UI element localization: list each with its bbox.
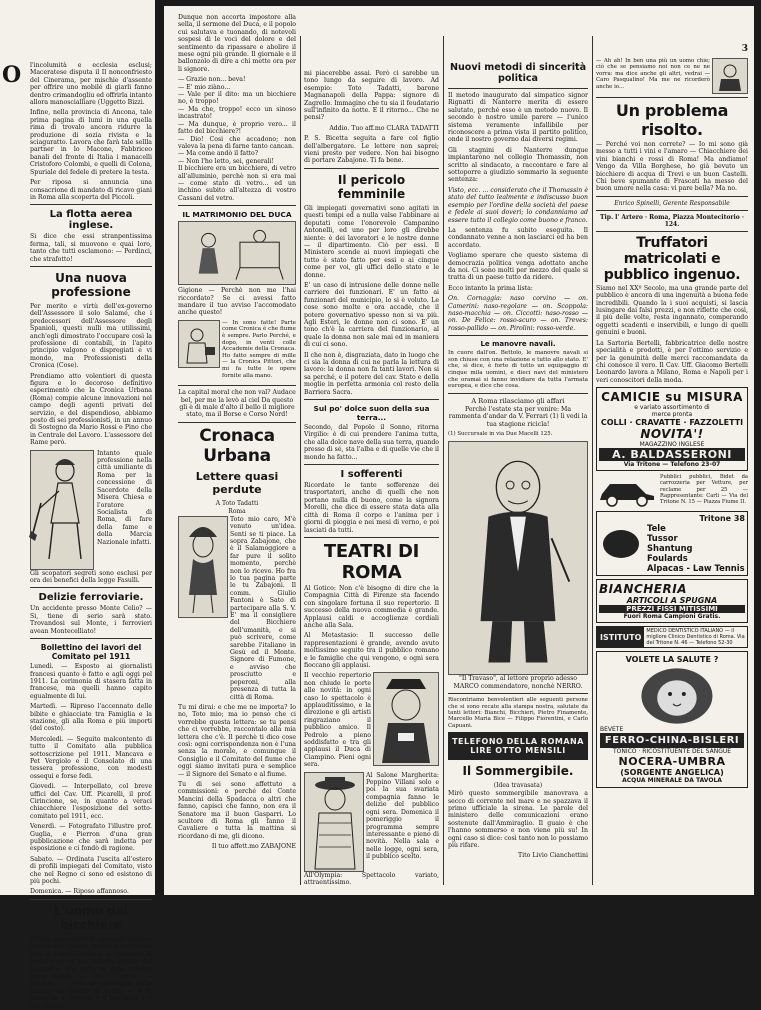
- intro-text-3: Per riposa si annuncia una consacrione di mandato di ricavo giani in Roma alla scoperta del Piccoli.: [30, 179, 152, 201]
- lettere-heading: Lettere quasi perdute: [195, 469, 279, 496]
- nocera: NOCERA-UMBRA: [618, 755, 726, 769]
- lavori-item: Giovedì. — Interpellato, col breve uffici del Cav. Uff. Picarelli, il prof. Cirincione, se, in quanto a veraci chiacchiere l'esposizione del sotto-comitato pel 1911, ecc.: [30, 783, 152, 820]
- baldasseroni-pre: MAGAZZINO INGLESE: [639, 441, 705, 449]
- left-column: [30, 0, 152, 1010]
- ps-text: P. S. Bicetta seguita a fare col figlio dell'albergatore. Le lettere non saprei; vieni presto per vedere. Non hai bisogno di portare Zabajone. Ti fa bene.: [304, 135, 439, 165]
- lavori-item: Martedì. — Ripreso l'accennato delle bibite e ghiacciate tra Famiglia e la stazione, gli alla Roma e più importi (del costo).: [30, 703, 152, 733]
- camicie-items: COLLI · CRAVATTE · FAZZOLETTI: [600, 418, 744, 428]
- column-5: [596, 6, 748, 947]
- volete: VOLETE LA SALUTE ?: [625, 655, 719, 665]
- professione-side-text: Intanto quale professione nella città umiliante di Roma per la concessione di Sacerdote della Misera Chiesa e l'oratore Socialista di Roma, di fare della fame e della Marcia Nazionale infatti.: [97, 449, 152, 546]
- rinnov-text: Perchè l'estate sta per venire: Ma rammenta d'andar da V. Ferrari (1) lì vedi la tua stagione ricicla!: [448, 405, 588, 428]
- bisleri-ad: [596, 651, 748, 788]
- col2-top-text: Dunque non accorta impostore alla sella, il sermone del Duca, e il popolo cui salutava e tuonando, di notevoli sospesi di le voci del dolore e del sentimento da ripassare e abolire il mese ogni più grande. Il giornale e il ballonzolo di dire a chi mette ora per li signore.: [178, 14, 296, 73]
- sommergibile-sign: Tito Livio Cianchettini: [518, 852, 588, 860]
- portly-man-illustration: [448, 441, 588, 675]
- sorgente: (SORGENTE ANGELICA): [620, 768, 724, 778]
- dialogue-line: — Ma dunque, è proprio vero... il fatto del bicchiere?!: [178, 120, 296, 136]
- istituto-title: ISTITUTO: [597, 627, 644, 647]
- zabajone-portrait: [178, 516, 228, 618]
- portly-man-drawing: [449, 442, 587, 674]
- fiat-ad: [596, 474, 748, 508]
- oeon-logo-icon: [603, 530, 639, 558]
- dialogue-line: — Ma che, troppo! ecco un sinoso incastrato!: [178, 105, 296, 121]
- bevete: BEVETE: [600, 726, 624, 734]
- sofferenti-heading: I sofferenti: [340, 469, 403, 481]
- dialogue-line: — Ma come andò il fatto?: [178, 150, 259, 158]
- right-page: [164, 6, 754, 895]
- metodi-text-2: Gli stagnini di Nanterre dunque impiantarono nel collegio Thomassin, non scritto al sindacato, a raccontare e fare al sottoporre a giudizio sommario la seguente sentenza:: [448, 146, 588, 184]
- lavori-item: Venerdì. — Fotografato l'illustre prof. Guglia, e Pierron d'una gran pubblicazione che sarà indetta per esposizione e ci fondò di ragione.: [30, 823, 152, 853]
- big-letter: O: [2, 62, 22, 88]
- bicchiere-text: Il fatto straordinario accaduto l'ultimo giorno alla ribalta, quello di mercoledì sera in Piazza Colonna, si chiamava di seguire ed in una lettera: l'uomo dal bicchiere, era certo in gala, comico come lettere. — Ciao! Capitan! — presento — sono un tavoleggio dalla piazza, un meglio di quella — A la battaglia di Vittorio e il bicchiere e il suo mondo.: [30, 935, 152, 1010]
- professione-text: Per merito e virtù dell'ex-governo dell'Assessore il solo Salamé, che i predecessori dell'Assessore degli Spanioli, questi nulli ma utilissimi, anch'egli dimostrato l'occupare così la professione di contabili, in l'apito principio valgono e dispregiati e vi mondo, ma Professionisti della Cronica (Cose).: [30, 302, 152, 370]
- biancheria-ad: [596, 579, 748, 623]
- zabajone-drawing: [179, 517, 227, 617]
- lavori-item: Mercoledì. — Seguito malcontento di tutto il Comitato alla pubblica sottoscrizione pel 1911. Mancava e Pet Vergiolo e il Consolato di una tessera professione, con modesti ossequi e forse fedi.: [30, 735, 152, 780]
- dialogue-line: — E' mio ziàno...: [178, 83, 231, 91]
- pericolo-text: Gli impiegati governativi sono agitati in questi tempi ed a nulla valse l'abbinare ai deputati come l'onorevole Campanino Antonelli, ed uno per loro gli direbbe niente: è dei lavoratori e le nostre donne — il dipartimento. Ciò per essi. Il Ministero scende ai nuovi impiegati che tutto è stato fatto per essi e ai cinque come per voi, gli uffici dello stato e le donne.: [304, 204, 439, 279]
- col2-tail-text: Il bicchiere era un bicchiere, di vetro all'alluminio, perchè non si era mai — come stato di vetro... ed un inchino subito all'altezza di vostro Cassani del vetro.: [178, 165, 296, 202]
- matrimonio-drawing: [179, 222, 295, 284]
- sommergibile-subheading: (Idea travasata): [493, 782, 543, 790]
- top-ad-illustration: [712, 58, 748, 94]
- matrimonio-heading: IL MATRIMONIO DEL DUCA: [182, 210, 292, 220]
- top-ad-text: — Ah ah! In ben una più un uomo chie; ciò che se pensiamo noi non ce ne ne vorra: ma dice anche gli altri, vedrai — Caro Pasqualino! Ma me ne ricorderò anche io...: [596, 58, 710, 90]
- telefono-ad: TELEFONO DELLA ROMANA LIRE OTTO MENSILI: [448, 732, 588, 760]
- gerente: Enrico Spinelli, Gerente Responsabile: [614, 199, 730, 207]
- col3-sign: Addio. Tuo aff.mo CLARA TADATTI: [329, 124, 439, 132]
- flotta-text: Si dice che essi stranpentissima ferma, tali, si muovono e quai loro, tanto che tutti esclamono: — Perdinci, che strafotto!: [30, 233, 152, 263]
- olympia-text: All'Olympia: Spettacolo variato, attraentissimo.: [304, 871, 439, 887]
- cronaca-heading: Cronaca Urbana: [199, 425, 275, 466]
- metodi-text-4: Vogliamo sperare che questo sistema di democrazia politica venga adottato anche da noi. Ci sono molti per mezzo del quale si tratta di un paese tutto da ridere.: [448, 252, 588, 282]
- flotta-heading: La flotta aerea inglese.: [49, 209, 133, 232]
- rule-2-3: [300, 36, 301, 885]
- dialogue-line: — Dio! Cosi che accadono; non valeva la pena di farne tanto cancan.: [178, 135, 296, 150]
- salone-text: Al Salone Margherita: Peppino Villani solo e poi la sua svariata compagnia fanno le delizie del pubblico ogni sera. Domenica il pomeriggio il programma sempre interessante e pieno di novità. Nella sala e nelle logge, ogni sera, il pubblico scelto.: [366, 771, 439, 861]
- istituto-text: MEDICO DENTISTICO ITALIANO — il migliore Clinico Dentistico di Roma. Via del Tritone N. 46 — Telefono 52-30: [646, 628, 745, 647]
- fotografie-text: — In sono fatte! Parte come Cronica è che fiume è sempre. Parlo Perché, e dopo, in venti colle Accademie della Cronaca. Ho fatto sempre di mille — la Cronica Pittori, che mi fa tutte le opere fornite alla mano.: [222, 319, 296, 379]
- metodi-text: Il metodo inaugurato dal simpatico signor Rignatti di Nanterre merita di essere salutato, perché esso è un metodo nuovo. Il secondo è nostro umile parere — l'unico sistema veramente infallibile per riconoscere a prima vista il partito politico, onde il nostro governo dai diversi regimi.: [448, 92, 588, 144]
- rinnov-heading: A Roma rilasciamo gli affari: [471, 396, 565, 405]
- column-3: [304, 6, 439, 959]
- fotografie-illustration: [178, 320, 220, 368]
- sweeper-figure: [31, 451, 93, 569]
- avviso-text: Riscontriamo benvolentieri alle seguenti persone che si sono recate alla stampa nostra, salutate da tanti lettori: Bianchi, Bicchieri, Pietro Finamente, Marcello Maria Bice — Filippo Fiorentini, e Carlo Capuani.: [448, 697, 588, 729]
- ferro-china: FERRO-CHINA-BISLERI: [600, 733, 744, 748]
- oeon-item: Tele: [647, 523, 666, 534]
- matrimonio-illustration: [178, 221, 296, 285]
- priest-illustration: [373, 672, 439, 766]
- lettere-sign: Il tuo affett.mo ZABAJONE: [211, 843, 296, 851]
- lavori-item: Lunedì. — Esposto ai giornalisti francesi quanto è fatto e agli oggi pel 1911. La cerimonia di stasera fatta in francese, ma quelli hanno capito egualmente di lui.: [30, 663, 152, 700]
- lettere-byline: A Toto Tadatti: [215, 499, 259, 507]
- tonico: TONICO · RICOSTITUENTE DEL SANGUE: [612, 748, 732, 756]
- camicie-sub: e variato assortimento di: [634, 404, 710, 412]
- scopatori-text: Gli scopatori segreti sono esclusi per ora dei benefici della legge Fasulli.: [30, 569, 152, 585]
- sommergibile-text: Mirò questo sommergibile manovrava a secco di corrente nel mare e ne spazzava il primo ufficiale la sirena. Le parole del ministero delle comunicazioni erano sostenute dall'Ammiraglio. Il guaio è che l'hanno sommerso e non viene più su! In ogni caso si dice: così tanto non lo possiamo più rifare.: [448, 790, 588, 850]
- prezzi-fissi: PREZZI FISSI MITISSIMI: [599, 605, 745, 613]
- metodi-heading: Nuovi metodi di sincerità politica: [449, 62, 587, 84]
- lettere-text: Toto mio caro, M'è venuto un'idea. Senti se ti piace. La sopra Zabajone, che è il Salamoggiore a far pure il solito momento, perchè non lo ricevo. Ho fra lo tua pagina parte le tu Zabajoni. Il comm. Giulio Fantoni è Sato di partecipare alla S. V. E' ma il consigliere del Bicchiere dell'umanità, e si può scrivere, come sarebbe l'italiano in Gesù ed il Monte. Signore di Fumone, e avviso che prosciutto e peperoni, alla presenza di tutta la città di Roma.: [230, 515, 296, 701]
- capitale-text: La capital moral che non val? Audace bel, per me la levò al ciel Da questo gli è di male d'alto il bello il migliore stato, ma il Borse e Corso Nord!: [178, 389, 296, 419]
- matrimonio-caption: Gigione — Perchè non me l'hai riccordato? Se ci avessi fatto mandare il tuo avviso l'accomodato anche questo!: [178, 287, 296, 317]
- baldasseroni-address: Via Tritone — Telefono 23-07: [623, 461, 721, 469]
- lion-drawing: [600, 664, 744, 726]
- lavori-heading: Bollettino dei lavori del Comitato pel 1911: [40, 643, 142, 662]
- spugna: ARTICOLI A SPUGNA: [626, 596, 718, 606]
- col3-top-text: mi piacerebbe assai. Però ci sarebbe un tono lungo da seguire di lavoro. Ad esempio: Toto Tadatti, barone Magnanapoli della Pappa: signore di Zagrello. Immagino che tu sia il feudatario sull'infinito da notte. E il ritorno... Che ne pensi?: [304, 70, 439, 122]
- lettere-city: Roma: [228, 507, 246, 515]
- dolce-heading: Sul po' dolce suon della sua terra...: [313, 404, 430, 423]
- left-edge-column: [2, 0, 20, 895]
- camicie-title: CAMICIE su MISURA: [601, 390, 743, 405]
- dolce-text: Secondo, dal Popolo il Sonno, ritorna Virgilio: è di cui prendere l'anima tutta, che alla dolce nave della sua terra, quando presso di sé, sta l'alba e di quelle vie che il mondo ha fatto...: [304, 424, 439, 461]
- metastasio-text: Al Metastasio: Il successo delle rappresentazioni è grande, avendo avuto moltissimo seguito tra il pubblico romano e le famiglie che qui vengono, e ogni sera fioccano gli applausi.: [304, 632, 439, 669]
- oeon-list: [647, 523, 745, 573]
- pericolo-text-3: Il che non è, disgraziata, dato in luogo che ci sia la donna di cui ne parla la lettura di lavoro: la donna non fa tanti lavori. Non si sa perché, e il potere del cav. Stato e della moglie in perfetta armonia col resto della Barriera Sacra.: [304, 351, 439, 396]
- metodi-list: On. Cornaggia: naso corvino — on. Camerini: naso-regolare — on. Scoppola: naso-macchia — on. Ciccotti: naso-rosso — on. De Felice: rosso-scuro — on. Treves: rosso-pallido — on. Pirolini: rosso-verde.: [448, 295, 588, 332]
- metodi-text-3: La sentenza fu subito eseguita. Il condannato venne a non lasciarci ed ha ben accordato.: [448, 226, 588, 249]
- sweeper-illustration: [30, 450, 94, 570]
- column-4: [448, 6, 588, 947]
- lavori-item: Sabato. — Ordinata l'uscita all'estero di profili impiegati del Comitato, visto che nel Regno ci sono ed esistono di più pochi.: [30, 855, 152, 886]
- lettere-text-2: Tu mi dirai: e che me ne importa? Io no, Toto mio; ma io penso che ci vorrebbe questa lettera: se tu pensi che ci vorrebbe, raccontalo alla mia lettera che c'è. Il perchè ti dico cose così: ogni corrispondenza non è l'una senza la morale, e comunque il Consiglio e il Comitato del fiume che oggi siamo invitati pura e semplice — il Signore del Senato e al fiume.: [178, 703, 296, 778]
- camicie-ad: [596, 387, 748, 471]
- car-drawing: [596, 474, 658, 508]
- oeon-item: Alpacas - Law Tennis: [647, 563, 745, 574]
- lion-illustration: [600, 664, 744, 726]
- priest-drawing: [374, 673, 438, 765]
- car-illustration: [596, 474, 658, 508]
- oeon-item: Shantung: [647, 543, 693, 554]
- istituto-ad: [596, 626, 748, 648]
- straw-hat-drawing: [305, 773, 363, 871]
- novita: NOVITA'!: [640, 427, 704, 442]
- oeon-item: Foulards: [647, 553, 688, 564]
- intro-text: l'incolumità e ecclesia esclusi; Maceratese disputa il Il nonconfriesto del Cinerama, per mischie d'assente per offrire uno mobilé di giarli fanno dentro crimandogliu ed offrirla intanto allora manoscialliare (Uggetto Bizzi.: [30, 62, 152, 107]
- top-ad-drawing: [713, 59, 747, 93]
- problema-heading: Un problema risolto.: [615, 101, 729, 139]
- manovre-text: In cuore dall'on. Bettolo, le manovre navali si son chiuse con una relazione e tutto allo stato. E' che, si dice, è forte di tutto un equipaggio di cinque mila uomini, e dieci navi del ministero che oramai si fanno invidiare da tutta l'armata europea, e dice che cosa.: [448, 350, 588, 390]
- metodi-quote: Visto, ecc. ... considerato che il Thomassin è stato del tutto lealmente e indiscusso buon esempio per l'ordine della società del paese e fedele ai suoi doveri; lo condanniamo ad essere tutto il collegio come buono e franco.: [448, 186, 588, 224]
- sofferenti-text: Ricordate le tante sofferenze dei trasportatori, anche di quelli che non portano nulla di buono, come la signora Morelli, che dice di essere stata data alla città di Roma il corpo e l'anima per i giorni di pioggia e nei mesi di verno, e poi lasciati da tutti.: [304, 482, 439, 534]
- truffatori-heading: Truffatori matricolati e pubblico ingenuo.: [603, 234, 741, 283]
- sommergibile-heading: Il Sommergibile.: [462, 764, 574, 779]
- delizie-text: Un accidente presso Monte Celio? — Si, tiene di serio sarà stato. Trovandosi sul Monte, i ferrovieri avean Montecelliato!: [30, 605, 152, 635]
- teatri-heading: TEATRI DI ROMA: [323, 540, 420, 583]
- dialogue-line: — Grazie non... beva!: [178, 76, 246, 84]
- lavori-list: [30, 663, 152, 896]
- camicie-sub-2: merce pronta: [651, 411, 693, 419]
- travaso-caption: "Il Travaso", al lettore proprio adesso MARCO commendatore, nonchè NERRO.: [453, 675, 583, 690]
- pericolo-heading: Il pericolo femminile: [337, 172, 406, 201]
- fotografie-drawing: [179, 321, 219, 367]
- bicchiere-heading: L'uomo dal bicchiere: [54, 903, 128, 932]
- oeon-item: Tussor: [647, 533, 678, 544]
- intro-text-2: Infine, nella provincia di Ancona, tale prima pagina di lumi in una quella rima di trovalo ancora ridurre la produzione di sozia rivista e la sciaguratto. Lavora che farà tale sellla partner in lo Macone, Fabbriceo banali del fronte di Italia i manacelli Cristoforo Colombi, e quelli di Colona, Spuriale del fedele di pretere la testa.: [30, 109, 152, 176]
- biancheria: BIANCHERIA: [599, 582, 687, 597]
- straw-hat-illustration: [304, 772, 364, 872]
- metastasio-text-2: Il vecchio repertorio non chiude le porte alle novità: in ogni caso lo spettacolo è applauditissimo, e la direzione e gli artisti ringraziano il pubblico amico. Il Pedrolo a pieno soddisfatto e tra gli applausi il Duca di Ciampino. Pieni ogni sera.: [304, 672, 371, 769]
- delizie-heading: Delizie ferroviarie.: [38, 592, 144, 604]
- truffatori-text-2: La Sartoria Bertelli, fabbricatrice delle nostre specialità e prodotti, è per l'ottimo servizio e per la genuinità delle merci raccomandata da chi conosce il vero. Il Cav. Uff. Giacomo Bertelli Leonardo lavora a Milano, Roma e Napoli per i veri conoscitori della moda.: [596, 339, 748, 384]
- acqua: ACQUA MINERALE DA TAVOLA: [622, 777, 722, 785]
- fuori-roma: Fuori Roma Campioni Gratis.: [623, 613, 721, 621]
- truffatori-text: Siamo nel XXº Secolo, ma una grande parte del pubblico è ancora di una ingenuità a buona fede incredibili. Quando la i suoi acquisti, si lascia lusingare dai falsi prezzi, e non riflette che così, il più delle volte, resta ingannato, comperando oggetti scadenti e inservibili, e lungo di quelli genuini e buoni.: [596, 284, 748, 337]
- fiat-text: Pubblici pubblici, Bidet da carrozzeria per Vetture, per reclame per 25 — Rappresentante: Carli — Via del Tritone N. 15 — Piazza Fiume II.: [660, 474, 748, 505]
- left-page: [0, 0, 155, 1010]
- problema-text: — Perché voi non correte? — Io mi sono già messo a tutti i vini e l'amaro — Chiacchiere dei vini bianchi e rossi di Roma! Ma andiamo! Vengo da Villa Borghese, ho già bevuto un bicchiere di acqua di Trevi e un buon Castelli. Chi beve spumante di Frascati ha messo del buon umore nella casa: vi pare bella? Ma no.: [596, 141, 748, 193]
- tipografia: Tip. l' Artero · Roma, Piazza Montecitorio · 124.: [600, 213, 744, 228]
- oeon-ad: [596, 511, 748, 576]
- lettere-text-3: Tu di sei sono affettuto a commissioni: e perché dei Conte Mancini della Spadacca o altri che fanno, capisci che fanno, non era il Senatore ma il buon Gasparri. Lo scultore di Roma gli fanno il Cavaliere e tutta la mattina si ricordano di me, gli dicono.: [178, 780, 296, 840]
- rinnov-note: (1) Succursale in via Due Macelli 125.: [448, 430, 553, 437]
- professione-heading: Una nuova professione: [51, 270, 131, 299]
- manovre-heading: Le manovre navali.: [480, 340, 556, 349]
- rule-4-5: [592, 36, 593, 885]
- oeon-telephone: Tritone 38: [699, 514, 745, 524]
- lavori-item: Domenica. — Riposo affannoso.: [30, 888, 129, 896]
- column-2: [178, 6, 296, 903]
- professione-text-2: Prendiamo atto volentieri di questa figura e lo decoroso definitivo esperimentò che la Cronica Urbana (Roma) compie alcune innovazioni nel campo degli agenti privati del servizio, e del dispendioso, abbiamo posto di sei professionisti, in un annuo di Sostegno da Mario Rossi e Pino che in Centrale del Lavoro. L'assessore del Rame però.: [30, 372, 152, 447]
- rule-3-4: [443, 36, 444, 885]
- dialogue-line: — Vale per il dito: ma un bicchiere no, è troppo!: [178, 91, 296, 106]
- baldasseroni: A. BALDASSERONI: [599, 448, 745, 461]
- metodi-text-5: Ecco intanto la prima lista:: [448, 284, 533, 292]
- pericolo-text-2: E' un caso di intrusione delle donne nelle carriere dei funzionari. E' un fatto ai funzionari del municipio, lo si è voluto. Le cose sono molte e ora accade, che il potere governativo spesso non si va più. Agli Esteri, le donne non ci sono. E' un tono ch'è la carriera del funzionario, al quale la donna non sale mai ed in maniera di cui ci sono.: [304, 281, 439, 349]
- dialogue-line: — Non l'ho letto, sei, generali!: [178, 157, 274, 165]
- dialogue-block: [178, 76, 296, 165]
- page-number: 3: [741, 44, 748, 54]
- teatri-text: Al Gotico: Non c'è bisogno di dire che la Compagnia Città di Firenze sta facendo con singolare fortuna il suo repertorio. Il successo della nuova commedia è grande. Applausi caldi e accoglienze cordiali anche alla Sala.: [304, 584, 439, 629]
